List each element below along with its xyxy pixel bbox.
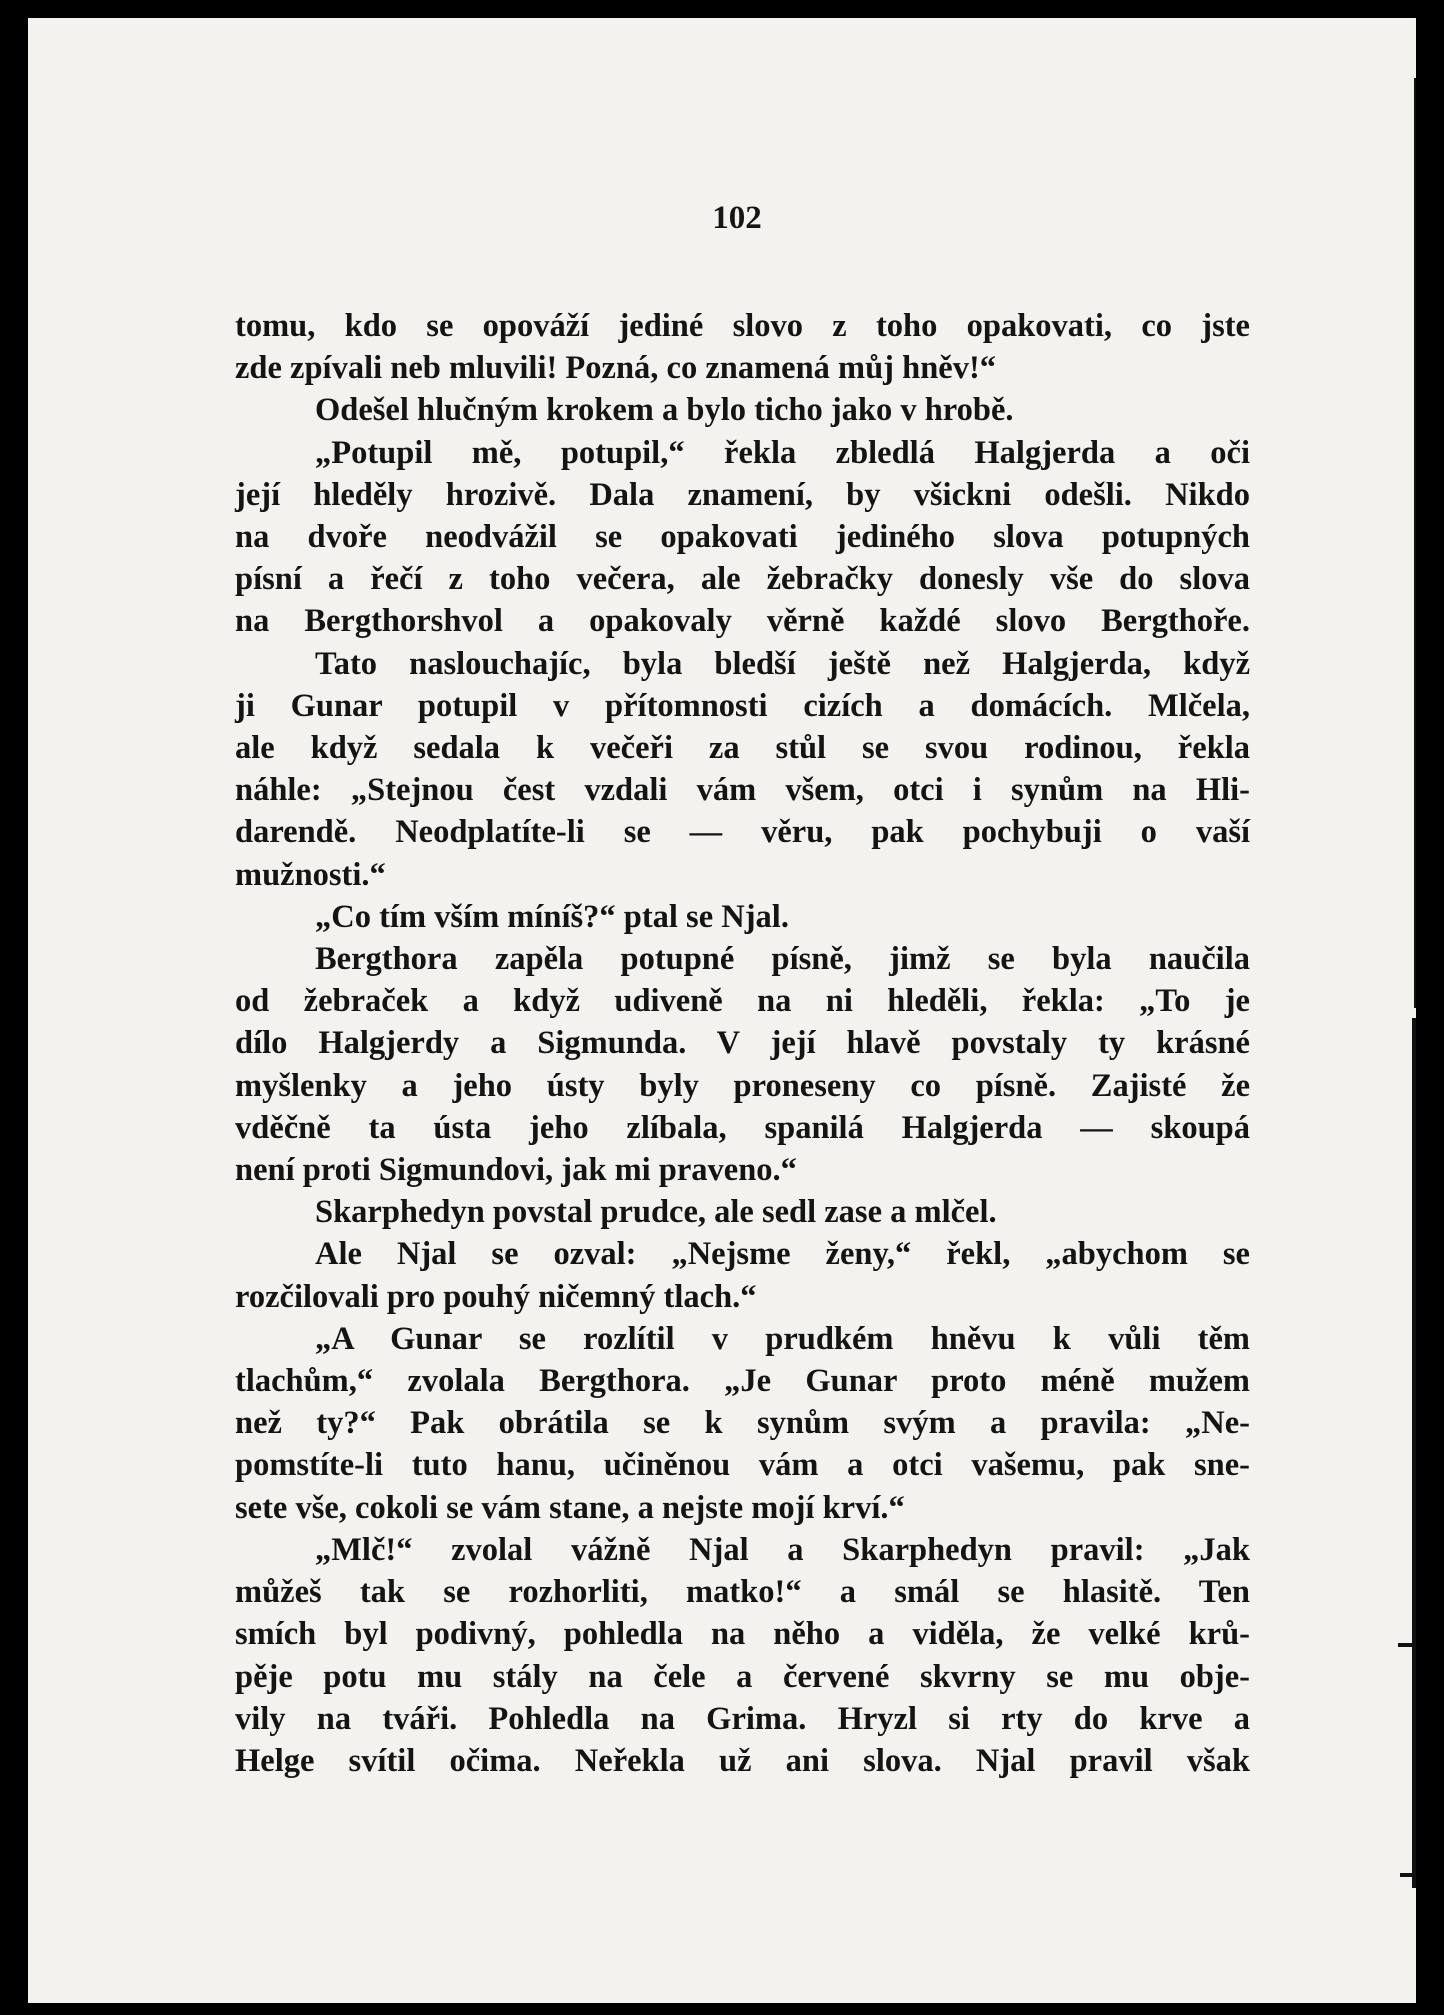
- text-line: „Potupil mě, potupil,“ řekla zbledlá Halgjerda a oči: [315, 434, 1250, 471]
- text-line: ale když sedala k večeři za stůl se svou rodinou, řekla: [235, 730, 1250, 767]
- text-line: pomstíte-li tuto hanu, učiněnou vám a otci vašemu, pak sne-: [235, 1447, 1250, 1484]
- binding-edge-line-bottom: [1412, 1018, 1416, 1888]
- text-line: náhle: „Stejnou čest vzdali vám všem, otci i synům na Hli-: [235, 772, 1250, 809]
- text-line: tomu, kdo se opováží jediné slovo z toho opakovati, co jste: [235, 308, 1250, 344]
- text-line: darendě. Neodplatíte-li se — věru, pak pochybuji o vaší: [235, 814, 1250, 851]
- text-line: sete vše, cokoli se vám stane, a nejste mojí krví.“: [235, 1489, 905, 1526]
- text-line: Helge svítil očima. Neřekla už ani slova. Njal pravil však: [235, 1742, 1250, 1779]
- text-line: můžeš tak se rozhorliti, matko!“ a smál se hlasitě. Ten: [235, 1574, 1250, 1611]
- text-line: od žebraček a když udiveně na ni hleděli, řekla: „To je: [235, 983, 1250, 1020]
- text-line: dílo Halgjerdy a Sigmunda. V její hlavě povstaly ty krásné: [235, 1025, 1250, 1062]
- text-line: mužnosti.“: [235, 856, 386, 893]
- text-line: vily na tváři. Pohledla na Grima. Hryzl si rty do krve a: [235, 1700, 1250, 1737]
- text-line: Odešel hlučným krokem a bylo ticho jako v hrobě.: [315, 392, 1014, 429]
- text-line: zde zpívali neb mluvili! Pozná, co znamená můj hněv!“: [235, 350, 997, 387]
- text-line: ji Gunar potupil v přítomnosti cizích a domácích. Mlčela,: [235, 687, 1250, 724]
- page-number: 102: [712, 200, 762, 236]
- text-line: její hleděly hrozivě. Dala znamení, by všickni odešli. Nikdo: [235, 476, 1250, 513]
- text-line: „Mlč!“ zvolal vážně Njal a Skarphedyn pravil: „Jak: [315, 1531, 1250, 1568]
- text-line: rozčilovali pro pouhý ničemný tlach.“: [235, 1278, 757, 1315]
- text-line: tlachům,“ zvolala Bergthora. „Je Gunar proto méně mužem: [235, 1363, 1250, 1400]
- text-line: myšlenky a jeho ústy byly proneseny co písně. Zajisté že: [235, 1067, 1250, 1104]
- text-line: smích byl podivný, pohledla na něho a viděla, že velké krů-: [235, 1616, 1250, 1653]
- body-text: [235, 305, 1250, 1782]
- text-line: pěje potu mu stály na čele a červené skvrny se mu obje-: [235, 1658, 1250, 1695]
- text-line: Skarphedyn povstal prudce, ale sedl zase a mlčel.: [315, 1194, 997, 1231]
- binding-edge-mark-1: [1398, 1643, 1416, 1647]
- text-line: není proti Sigmundovi, jak mi praveno.“: [235, 1152, 797, 1189]
- text-line: „Co tím vším míníš?“ ptal se Njal.: [315, 898, 789, 935]
- text-line: Ale Njal se ozval: „Nejsme ženy,“ řekl, „abychom se: [315, 1236, 1250, 1273]
- text-line: vděčně ta ústa jeho zlíbala, spanilá Halgjerda — skoupá: [235, 1109, 1250, 1146]
- text-line: na dvoře neodvážil se opakovati jediného slova potupných: [235, 519, 1250, 556]
- text-line: Tato naslouchajíc, byla bledší ještě než Halgjerda, když: [315, 645, 1250, 682]
- book-page: [28, 18, 1416, 2003]
- text-line: „A Gunar se rozlítil v prudkém hněvu k vůli těm: [315, 1320, 1250, 1357]
- text-line: písní a řečí z toho večera, ale žebračky donesly vše do slova: [235, 561, 1250, 598]
- text-line: na Bergthorshvol a opakovaly věrně každé slovo Bergthoře.: [235, 603, 1250, 640]
- binding-edge-mark-2: [1400, 1873, 1416, 1877]
- text-line: než ty?“ Pak obrátila se k synům svým a pravila: „Ne-: [235, 1405, 1250, 1442]
- text-line: Bergthora zapěla potupné písně, jimž se byla naučila: [315, 941, 1250, 978]
